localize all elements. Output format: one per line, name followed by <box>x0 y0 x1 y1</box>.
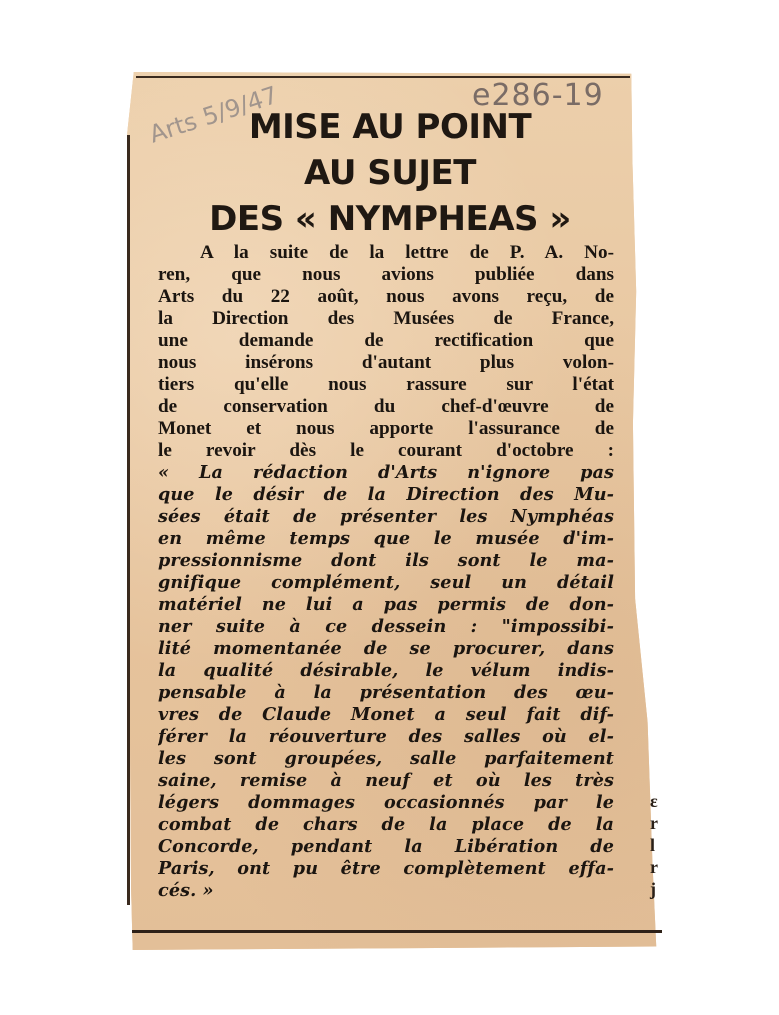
quote-line: Concorde, pendant la Libération de <box>158 836 614 857</box>
article-intro <box>158 242 614 462</box>
quote-line: pensable à la présentation des œu- <box>158 682 614 703</box>
quote-line: férer la réouverture des salles où el- <box>158 726 614 747</box>
quote-line: la qualité désirable, le vélum indis- <box>158 660 614 681</box>
body-line: nous insérons d'autant plus volon- <box>158 352 614 373</box>
fragment-letter: r <box>650 813 658 833</box>
fragment-letter: l <box>650 835 656 855</box>
adjacent-column-fragment <box>650 790 664 900</box>
archive-reference-number: e286-19 <box>472 78 604 113</box>
quote-line: combat de chars de la place de la <box>158 814 614 835</box>
fragment-letter: r <box>650 857 658 877</box>
quote-line: Paris, ont pu être complètement effa- <box>158 858 614 879</box>
article-body <box>158 242 614 902</box>
quote-line: saine, remise à neuf et où les très <box>158 770 614 791</box>
quote-line: « La rédaction d'Arts n'ignore pas <box>158 462 614 483</box>
headline-line: MISE AU POINT <box>248 107 532 147</box>
quote-line: vres de Claude Monet a seul fait dif- <box>158 704 614 725</box>
quote-line: en même temps que le musée d'im- <box>158 528 614 549</box>
quote-line: que le désir de la Direction des Mu- <box>158 484 614 505</box>
fragment-letter: ε <box>650 791 658 811</box>
quote-line: légers dommages occasionnés par le <box>158 792 614 813</box>
body-line: la Direction des Musées de France, <box>158 308 614 329</box>
left-rule <box>127 135 130 905</box>
quote-line: pressionnisme dont ils sont le ma- <box>158 550 614 571</box>
body-line: de conservation du chef-d'œuvre de <box>158 396 614 417</box>
quote-line: les sont groupées, salle parfaitement <box>158 748 614 769</box>
bottom-rule <box>132 930 662 933</box>
article-headline <box>170 104 610 242</box>
body-line: A la suite de la lettre de P. A. No- <box>200 242 614 263</box>
quote-line: sées était de présenter les Nymphéas <box>158 506 614 527</box>
headline-line: DES « NYMPHEAS » <box>209 199 571 239</box>
quote-line: cés. » <box>158 880 214 901</box>
quote-line: lité momentanée de se procurer, dans <box>158 638 614 659</box>
fragment-letter: j <box>650 879 656 899</box>
quote-line: ner suite à ce dessein : "impossibi- <box>158 616 614 637</box>
handwritten-date-note: Arts 5/9/47 <box>146 80 282 149</box>
body-line: une demande de rectification que <box>158 330 614 351</box>
body-line: le revoir dès le courant d'octobre : <box>158 440 614 461</box>
quote-line: matériel ne lui a pas permis de don- <box>158 594 614 615</box>
body-line: tiers qu'elle nous rassure sur l'état <box>158 374 614 395</box>
quote-line: gnifique complément, seul un détail <box>158 572 614 593</box>
headline-line: AU SUJET <box>304 153 476 193</box>
body-line: ren, que nous avions publiée dans <box>158 264 614 285</box>
body-line: Monet et nous apporte l'assurance de <box>158 418 614 439</box>
body-line: Arts du 22 août, nous avons reçu, de <box>158 286 614 307</box>
article-quote <box>158 462 614 902</box>
